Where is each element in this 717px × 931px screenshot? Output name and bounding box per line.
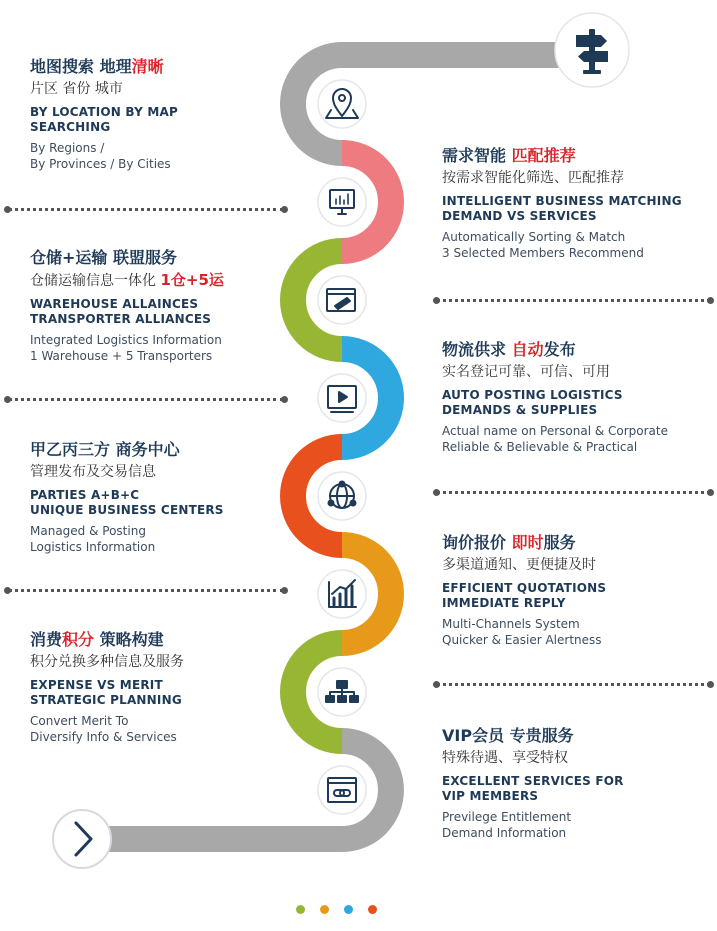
- pager-dot[interactable]: [368, 905, 377, 914]
- divider-line: [8, 398, 284, 401]
- feature-en-title: WAREHOUSE ALLAINCES TRANSPORTER ALLIANCES: [30, 297, 212, 326]
- feature-intelligent-matching: [442, 146, 714, 261]
- feature-cn-subtitle: 多渠道通知、更便捷及时: [442, 557, 596, 573]
- pager-dot[interactable]: [320, 905, 329, 914]
- next-button[interactable]: [53, 810, 111, 868]
- feature-description: Convert Merit To Diversify Info & Services: [30, 714, 177, 744]
- feature-en-title: INTELLIGENT BUSINESS MATCHING DEMAND VS SERVICES: [442, 194, 682, 223]
- feature-cn-subtitle: 仓储运输信息一体化 1仓+5运: [30, 271, 224, 289]
- feature-description: By Regions / By Provinces / By Cities: [30, 141, 171, 171]
- feature-cn-title: VIP会员 专贵服务: [442, 726, 574, 745]
- feature-en-title: BY LOCATION BY MAP SEARCHING: [30, 105, 178, 134]
- feature-map-search: [30, 57, 280, 172]
- feature-cn-title: 消费积分 策略构建: [30, 630, 164, 649]
- divider-line: [437, 299, 710, 302]
- feature-warehouse-alliance: [30, 248, 280, 364]
- divider-line: [8, 589, 284, 592]
- feature-en-title: EXCELLENT SERVICES FOR VIP MEMBERS: [442, 774, 624, 803]
- feature-cn-title: 地图搜索 地理清晰: [30, 57, 164, 76]
- feature-description: Integrated Logistics Information 1 Warehouse + 5 Transporters: [30, 333, 222, 363]
- feature-en-title: EXPENSE VS MERIT STRATEGIC PLANNING: [30, 678, 182, 707]
- feature-description: Multi-Channels System Quicker & Easier Alertness: [442, 617, 602, 647]
- feature-cn-subtitle: 按需求智能化筛选、匹配推荐: [442, 170, 624, 186]
- carousel-pager: [296, 905, 377, 914]
- feature-en-title: AUTO POSTING LOGISTICS DEMANDS & SUPPLIES: [442, 388, 623, 417]
- feature-cn-subtitle: 实名登记可靠、可信、可用: [442, 364, 610, 380]
- pager-dot[interactable]: [296, 905, 305, 914]
- divider-line: [437, 491, 710, 494]
- feature-cn-title: 甲乙丙三方 商务中心: [30, 440, 180, 459]
- feature-vip-services: [442, 726, 714, 841]
- feature-en-title: EFFICIENT QUOTATIONS IMMEDIATE REPLY: [442, 581, 607, 610]
- feature-merit-planning: [30, 630, 280, 745]
- feature-cn-subtitle: 管理发布及交易信息: [30, 464, 156, 480]
- feature-cn-title: 需求智能 匹配推荐: [442, 146, 576, 165]
- feature-description: Previlege Entitlement Demand Information: [442, 810, 572, 840]
- feature-auto-posting: [442, 340, 714, 455]
- feature-description: Automatically Sorting & Match 3 Selected Members Recommend: [442, 230, 644, 260]
- divider-line: [8, 208, 284, 211]
- pager-dot[interactable]: [344, 905, 353, 914]
- feature-description: Actual name on Personal & Corporate Reliable & Believable & Practical: [442, 424, 669, 454]
- divider-line: [437, 683, 710, 686]
- feature-cn-title: 询价报价 即时服务: [442, 533, 576, 552]
- feature-en-title: PARTIES A+B+C UNIQUE BUSINESS CENTERS: [30, 488, 224, 517]
- feature-cn-title: 物流供求 自动发布: [442, 340, 576, 359]
- feature-cn-subtitle: 片区 省份 城市: [30, 81, 123, 97]
- feature-quotations: [442, 533, 714, 648]
- feature-cn-title: 仓储+运输 联盟服务: [30, 248, 177, 267]
- feature-cn-subtitle: 积分兑换多种信息及服务: [30, 654, 184, 670]
- feature-cn-subtitle: 特殊待遇、享受特权: [442, 750, 568, 766]
- feature-business-centers: [30, 440, 280, 555]
- feature-description: Managed & Posting Logistics Information: [30, 524, 156, 554]
